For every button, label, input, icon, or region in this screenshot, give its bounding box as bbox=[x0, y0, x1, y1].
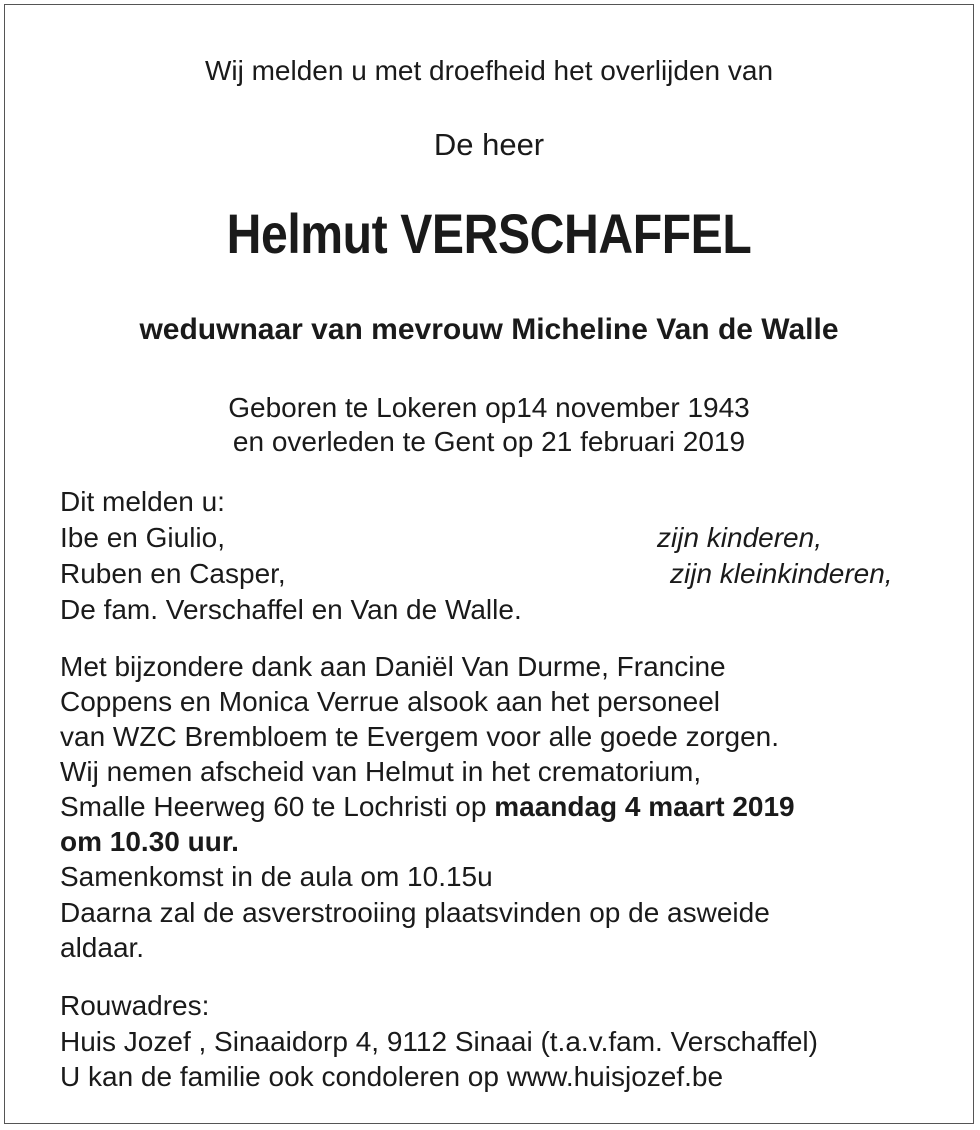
farewell-time bbox=[60, 825, 239, 859]
family-extended-names: De fam. Verschaffel en Van de Walle. bbox=[60, 594, 522, 625]
family-grandchildren-names: Ruben en Casper, bbox=[60, 558, 286, 589]
died-line: en overleden te Gent op 21 februari 2019 bbox=[232, 426, 746, 457]
farewell-location: Smalle Heerweg 60 te Lochristi op bbox=[60, 791, 495, 822]
family-children-names: Ibe en Giulio, bbox=[60, 522, 225, 553]
scattering-line-2: aldaar. bbox=[60, 932, 145, 963]
family-children-relation: zijn kinderen, bbox=[657, 522, 822, 553]
widower-line: weduwnaar van mevrouw Micheline Van de Walle bbox=[139, 313, 839, 346]
deceased-name: Helmut VERSCHAFFEL bbox=[226, 202, 752, 265]
address-heading: Rouwadres: bbox=[60, 990, 210, 1021]
farewell-line-1: Wij nemen afscheid van Helmut in het crematorium, bbox=[60, 756, 702, 787]
scattering-line-1: Daarna zal de asverstrooiing plaatsvinden op de asweide bbox=[60, 897, 770, 928]
farewell-time-text: om 10.30 uur. bbox=[60, 826, 239, 857]
birth-death-info bbox=[5, 391, 973, 459]
thanks-line-1: Met bijzondere dank aan Daniël Van Durme, Francine bbox=[60, 651, 726, 682]
thanks-line-3: van WZC Brembloem te Evergem voor alle goede zorgen. bbox=[60, 721, 779, 752]
family-heading: Dit melden u: bbox=[60, 486, 225, 517]
gathering-line: Samenkomst in de aula om 10.15u bbox=[60, 861, 493, 892]
intro-text: Wij melden u met droefheid het overlijden van bbox=[204, 55, 774, 86]
obituary-card bbox=[4, 4, 974, 1124]
title-prefix: De heer bbox=[433, 127, 545, 162]
condolence-line: U kan de familie ook condoleren op www.huisjozef.be bbox=[60, 1061, 724, 1092]
farewell-date: maandag 4 maart 2019 bbox=[494, 791, 795, 822]
family-grandchildren-relation: zijn kleinkinderen, bbox=[670, 558, 893, 589]
born-line: Geboren te Lokeren op14 november 1943 bbox=[228, 392, 750, 423]
address-line: Huis Jozef , Sinaaidorp 4, 9112 Sinaai (t.a.v.fam. Verschaffel) bbox=[60, 1026, 818, 1057]
farewell-line-2 bbox=[60, 790, 795, 824]
thanks-line-2: Coppens en Monica Verrue alsook aan het personeel bbox=[60, 686, 720, 717]
